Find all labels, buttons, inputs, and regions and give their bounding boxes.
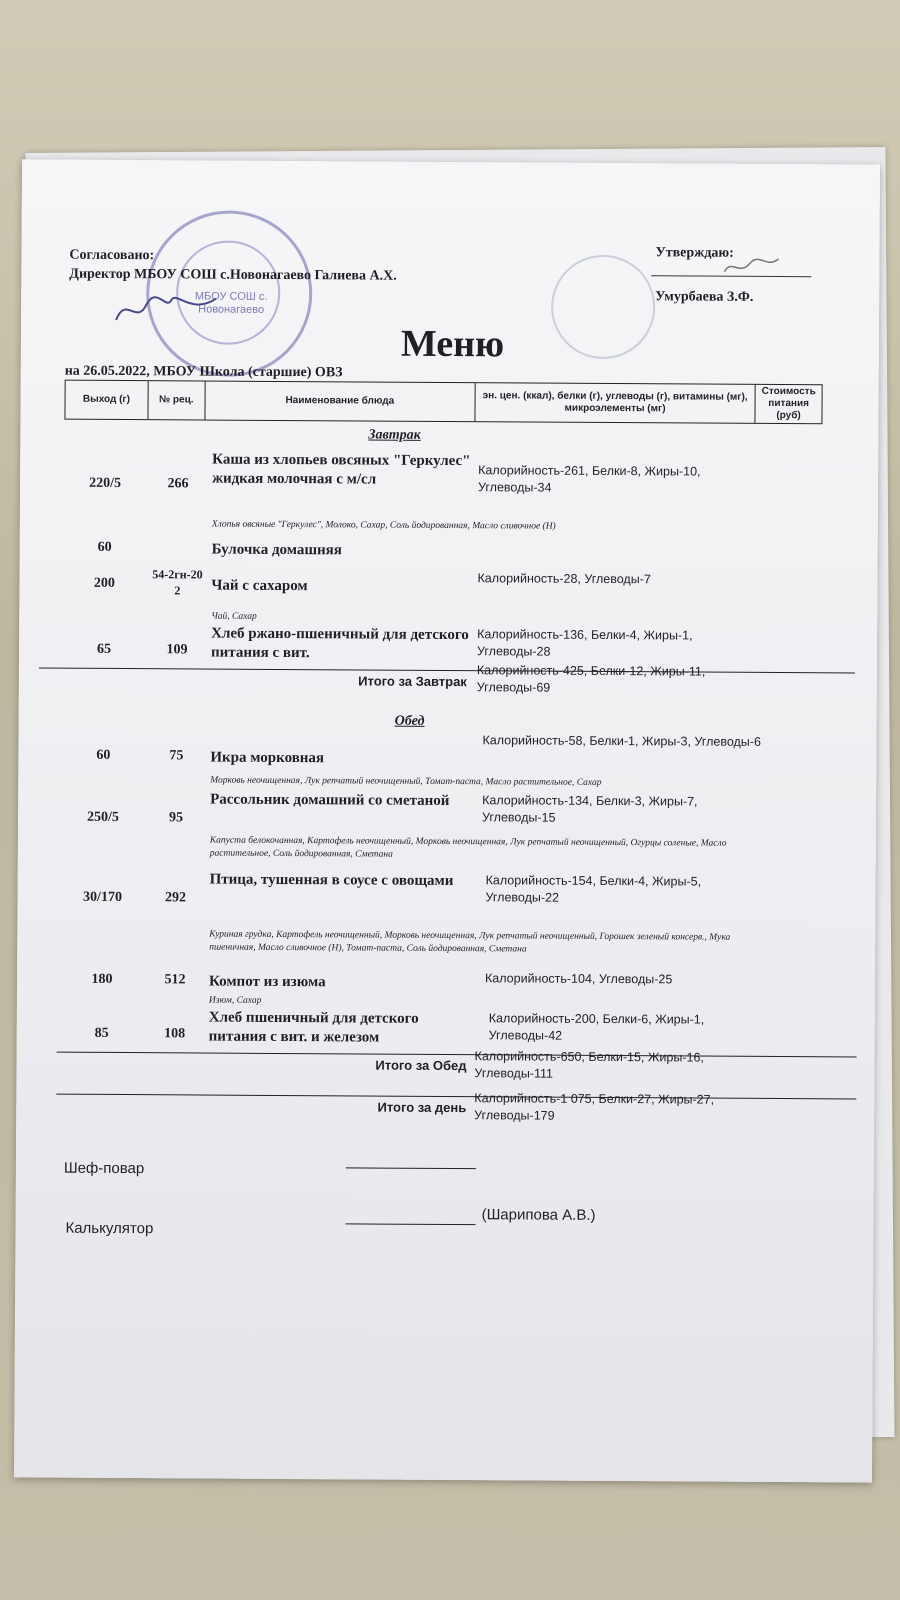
cell-dish: Компот из изюма	[208, 973, 326, 991]
section-breakfast: Завтрак	[368, 427, 421, 443]
cell-dish: Булочка домашняя	[211, 541, 342, 559]
cell-output: 65	[96, 641, 112, 657]
cell-nutrition: Калорийность-136, Белки-4, Жиры-1, Углеводы-28	[476, 627, 693, 659]
cell-output: 180	[91, 971, 113, 987]
cell-output: 250/5	[87, 809, 119, 825]
cell-ingredients: Хлопья овсяные "Геркулес", Молоко, Сахар, Соль йодированная, Масло сливочное (Н)	[211, 519, 556, 532]
table-row	[64, 450, 824, 532]
cell-nutrition: Калорийность-261, Белки-8, Жиры-10, Углеводы-34	[477, 463, 701, 495]
cell-ingredients: Изюм, Сахар	[208, 995, 262, 1006]
col-nutrition: эн. цен. (ккал), белки (г), углеводы (г), витамины (мг), микроэлементы (мг)	[475, 383, 755, 423]
day-total: Калорийность-1 075, Белки-27, Жиры-27, Углеводы-179	[474, 1091, 715, 1123]
table-row	[64, 539, 824, 559]
menu-document	[14, 159, 880, 1482]
agreed-label: Согласовано:	[69, 247, 155, 264]
cell-dish: Каша из хлопьев овсяных "Геркулес" жидкая молочная с м/сл	[212, 451, 471, 488]
calculator-label: Калькулятор	[65, 1219, 154, 1238]
breakfast-total-label: Итого за Завтрак	[358, 673, 467, 690]
cell-dish: Чай с сахаром	[211, 577, 308, 595]
cell-nutrition: Калорийность-104, Углеводы-25	[484, 971, 673, 987]
lunch-total-label: Итого за Обед	[375, 1057, 467, 1074]
cell-dish: Хлеб пшеничный для детского питания с вит. и железом	[208, 1009, 419, 1046]
col-recipe: № рец.	[148, 381, 205, 419]
cell-nutrition: Калорийность-58, Белки-1, Жиры-3, Углеводы-6	[482, 733, 761, 749]
approver-signature	[721, 254, 781, 279]
seal-text: МБОУ СОШ с. Новонагаево	[194, 290, 268, 316]
breakfast-total: Калорийность-425, Белки-12, Жиры-11, Углеводы-69	[476, 663, 706, 695]
cell-dish: Рассольник домашний со сметаной	[210, 791, 450, 810]
cell-nutrition: Калорийность-154, Белки-4, Жиры-5, Углеводы-22	[485, 873, 702, 905]
agreed-block	[69, 246, 397, 286]
cell-ingredients: Куриная грудка, Картофель неочищенный, Морковь неочищенная, Лук репчатый неочищенный, Горошек зеленый консерв., Мука пшеничная, Масло сливочное (Н), Томат-паста, Соль йодированная, Сметана	[209, 929, 731, 955]
table-row	[63, 730, 823, 788]
chef-label: Шеф-повар	[63, 1159, 145, 1178]
cell-output: 60	[96, 747, 111, 763]
cell-recipe: 109	[166, 642, 188, 658]
cell-output: 220/5	[89, 475, 122, 492]
cell-recipe: 75	[169, 748, 184, 764]
cell-output: 30/170	[83, 889, 123, 906]
cell-output: 200	[93, 575, 115, 591]
cell-ingredients: Чай, Сахар	[211, 611, 257, 622]
cell-output: 85	[94, 1025, 109, 1041]
approve-label: Утверждаю:	[655, 245, 734, 261]
table-header	[64, 380, 822, 425]
page-title: Меню	[400, 322, 505, 366]
section-lunch: Обед	[394, 713, 425, 729]
col-cost: Стоимость питания (руб)	[761, 385, 816, 422]
table-row	[64, 566, 824, 622]
director-line: Директор МБОУ СОШ с.Новонагаево Галиева А.Х.	[69, 266, 397, 284]
cell-nutrition: Калорийность-134, Белки-3, Жиры-7, Углеводы-15	[481, 793, 698, 825]
calculator-name: (Шарипова А.В.)	[481, 1206, 596, 1224]
lunch-total: Калорийность-650, Белки-15, Жиры-16, Углеводы-111	[474, 1049, 704, 1081]
cell-dish: Птица, тушенная в соусе с овощами	[209, 871, 454, 890]
cell-output: 60	[97, 539, 112, 555]
approver-name: Умурбаева З.Ф.	[655, 289, 754, 305]
col-output: Выход (г)	[65, 381, 148, 420]
table-row	[61, 968, 821, 1006]
table-row	[62, 870, 822, 955]
calculator-signature-line	[346, 1223, 476, 1225]
faint-stamp	[551, 255, 656, 360]
day-total-label: Итого за день	[377, 1099, 467, 1116]
cell-ingredients: Капуста белокочанная, Картофель неочищенный, Морковь неочищенная, Лук репчатый неочищенный, Огурцы соленые, Масло растительное, Соль йодированная, Сметана	[209, 835, 727, 860]
chef-signature-line	[346, 1167, 476, 1169]
cell-recipe: 266	[167, 476, 189, 492]
cell-recipe: 292	[164, 890, 187, 906]
cell-dish: Икра морковная	[210, 749, 325, 767]
col-dish: Наименование блюда	[205, 382, 476, 422]
director-signature	[111, 290, 221, 331]
menu-subtitle: на 26.05.2022, МБОУ Школа (старшие) ОВЗ	[64, 363, 343, 381]
cell-recipe: 108	[164, 1026, 186, 1042]
cell-nutrition: Калорийность-28, Углеводы-7	[477, 571, 651, 587]
cell-ingredients: Морковь неочищенная, Лук репчатый неочищенный, Томат-паста, Масло растительное, Сахар	[210, 775, 602, 788]
cell-dish: Хлеб ржано-пшеничный для детского питания с вит.	[210, 625, 469, 662]
cell-recipe: 54-2гн-202	[152, 567, 203, 598]
cell-recipe: 512	[164, 972, 186, 988]
cell-recipe: 95	[168, 810, 184, 826]
cell-nutrition: Калорийность-200, Белки-6, Жиры-1, Углеводы-42	[488, 1011, 705, 1043]
